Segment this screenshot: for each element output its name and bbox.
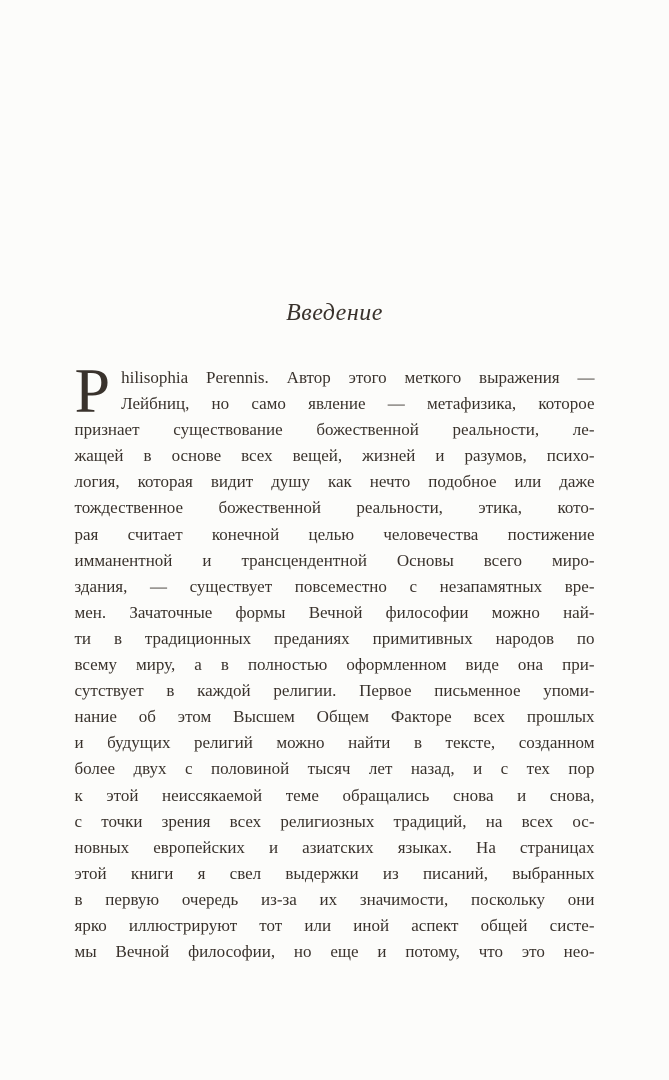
paragraph-lines xyxy=(74,355,595,965)
dropcap-letter: P xyxy=(74,355,111,426)
chapter-title: Введение xyxy=(286,300,383,326)
text-line: нание об этом Высшем Общем Факторе всех прошлых xyxy=(74,707,595,727)
text-line: более двух с половиной тысяч лет назад, и с тех пор xyxy=(74,759,595,779)
text-line: логия, которая видит душу как нечто подобное или даже xyxy=(74,472,595,492)
text-line: мы Вечной философии, но еще и потому, что это нео- xyxy=(74,942,595,962)
text-line: сутствует в каждой религии. Первое письменное упоми- xyxy=(74,681,595,701)
text-line: Лейбниц, но само явление — метафизика, которое xyxy=(121,394,595,414)
text-line: всему миру, а в полностью оформленном виде она при- xyxy=(74,655,595,675)
text-line: и будущих религий можно найти в тексте, созданном xyxy=(74,733,595,753)
intro-paragraph xyxy=(74,355,595,965)
text-line: hilisophia Perennis. Автор этого меткого выражения — xyxy=(121,368,595,387)
text-line: здания, — существует повсеместно с незапамятных вре- xyxy=(74,576,595,596)
text-line: этой книги я свел выдержки из писаний, выбранных xyxy=(74,863,595,883)
text-line: с точки зрения всех религиозных традиций, на всех ос- xyxy=(74,811,595,831)
text-line: признает существование божественной реальности, ле- xyxy=(74,420,595,440)
text-line: тождественное божественной реальности, этика, кото- xyxy=(74,498,595,518)
text-line: мен. Зачаточные формы Вечной философии можно най- xyxy=(74,602,595,622)
text-line: ти в традиционных преданиях примитивных народов по xyxy=(74,628,595,648)
text-line: ярко иллюстрируют тот или иной аспект общей систе- xyxy=(74,915,595,935)
text-line: новных европейских и азиатских языках. На страницах xyxy=(74,837,595,857)
text-line: рая считает конечной целью человечества постижение xyxy=(74,524,595,544)
text-line: жащей в основе всех вещей, жизней и разумов, психо- xyxy=(74,446,595,466)
text-line: имманентной и трансцендентной Основы всего миро- xyxy=(74,550,595,570)
text-line: в первую очередь из-за их значимости, поскольку они xyxy=(74,889,595,909)
text-line: к этой неиссякаемой теме обращались снова и снова, xyxy=(74,785,595,805)
